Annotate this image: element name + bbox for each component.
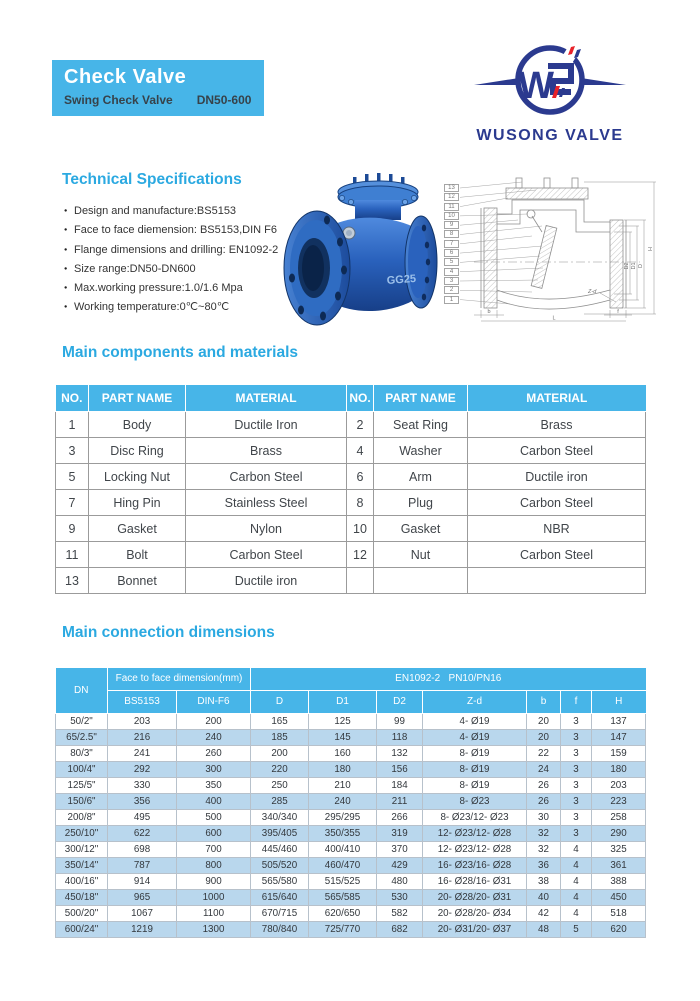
table-cell: 159 [592, 745, 646, 761]
cast-mark-label: GG25 [386, 272, 417, 287]
dimensions-group-header-row [56, 668, 646, 690]
table-cell: 780/840 [251, 921, 309, 937]
table-cell: 615/640 [251, 889, 309, 905]
table-cell: 460/470 [309, 857, 377, 873]
table-cell: 450 [592, 889, 646, 905]
list-item: ● Face to face diemension: BS5153,DIN F6 [64, 221, 294, 240]
table-cell: 40 [527, 889, 561, 905]
table-cell: Nylon [186, 516, 347, 542]
table-row [56, 745, 646, 761]
table-cell: 285 [251, 793, 309, 809]
list-item: 9 [444, 221, 459, 229]
table-cell: 200 [251, 745, 309, 761]
table-cell: Ductile Iron [186, 412, 347, 438]
list-item: 13 [444, 184, 459, 192]
table-cell: 700 [177, 841, 251, 857]
table-cell: 16- Ø28/16- Ø31 [423, 873, 527, 889]
table-cell: 26 [527, 777, 561, 793]
table-cell [347, 568, 374, 594]
dim-label-d: D [638, 264, 644, 268]
table-cell: 150/6" [56, 793, 108, 809]
table-cell: 4- Ø19 [423, 729, 527, 745]
table-cell: 300/12" [56, 841, 108, 857]
table-cell: 965 [108, 889, 177, 905]
table-cell: 622 [108, 825, 177, 841]
table-cell: 48 [527, 921, 561, 937]
table-cell: 400/410 [309, 841, 377, 857]
table-row [56, 713, 646, 729]
table-cell: 3 [56, 438, 89, 464]
dim-label-h: H [648, 247, 654, 251]
table-cell: 350/355 [309, 825, 377, 841]
table-cell: Brass [186, 438, 347, 464]
table-row [56, 542, 646, 568]
table-cell: 3 [561, 729, 592, 745]
table-cell: 495 [108, 809, 177, 825]
table-cell: 725/770 [309, 921, 377, 937]
group-face-to-face: Face to face dimension(mm) [108, 668, 251, 690]
table-cell: 258 [592, 809, 646, 825]
table-cell: 3 [561, 745, 592, 761]
table-cell: 670/715 [251, 905, 309, 921]
table-cell: 4 [561, 889, 592, 905]
table-cell: 125 [309, 713, 377, 729]
drawing-linework-icon [444, 174, 664, 326]
components-heading: Main components and materials [62, 344, 298, 361]
table-cell: 16- Ø23/16- Ø28 [423, 857, 527, 873]
list-item: 3 [444, 277, 459, 285]
table-cell: Carbon Steel [468, 490, 646, 516]
list-item: 12 [444, 193, 459, 201]
table-cell: 1000 [177, 889, 251, 905]
table-cell: 620 [592, 921, 646, 937]
table-cell: 38 [527, 873, 561, 889]
table-cell: 395/405 [251, 825, 309, 841]
table-cell: 32 [527, 841, 561, 857]
table-cell: 220 [251, 761, 309, 777]
col-header-dn: DN [56, 668, 108, 713]
dimensions-heading: Main connection dimensions [62, 624, 275, 641]
table-cell: 8 [347, 490, 374, 516]
list-item: ● Size range:DN50-DN600 [64, 260, 294, 279]
list-item: ● Working temperature:0℃~80℃ [64, 298, 294, 317]
table-cell: 260 [177, 745, 251, 761]
table-cell: 565/585 [309, 889, 377, 905]
table-cell: 42 [527, 905, 561, 921]
valve-drawing [444, 174, 664, 326]
tech-specs-list [64, 202, 294, 318]
components-header-row [56, 385, 646, 412]
table-cell: 241 [108, 745, 177, 761]
size-range-label: DN50-600 [196, 93, 252, 107]
table-cell: Carbon Steel [468, 542, 646, 568]
table-cell: 11 [56, 542, 89, 568]
table-row [56, 777, 646, 793]
table-cell: 530 [377, 889, 423, 905]
table-cell: 210 [309, 777, 377, 793]
table-cell: 26 [527, 793, 561, 809]
table-cell: 350/14" [56, 857, 108, 873]
table-cell: Brass [468, 412, 646, 438]
list-item: 8 [444, 230, 459, 238]
table-cell: 4 [561, 873, 592, 889]
table-cell: 3 [561, 761, 592, 777]
table-cell: Body [89, 412, 186, 438]
table-cell: 500 [177, 809, 251, 825]
table-cell: 4- Ø19 [423, 713, 527, 729]
dimensions-subheader-row [56, 690, 646, 713]
table-cell: Bolt [89, 542, 186, 568]
drawing-part-numbers [444, 184, 459, 304]
table-row [56, 905, 646, 921]
components-table [55, 384, 646, 594]
table-cell: 4 [561, 857, 592, 873]
table-cell: 319 [377, 825, 423, 841]
table-cell: 8- Ø19 [423, 777, 527, 793]
list-item: 11 [444, 203, 459, 211]
table-cell: Hing Pin [89, 490, 186, 516]
header-cell: MATERIAL [468, 385, 646, 412]
table-cell: 24 [527, 761, 561, 777]
table-cell: Disc Ring [89, 438, 186, 464]
table-cell: 8- Ø19 [423, 761, 527, 777]
table-row [56, 464, 646, 490]
table-cell: 914 [108, 873, 177, 889]
valve-photo [283, 170, 441, 328]
logo-right-wing [581, 78, 626, 85]
table-cell: 5 [561, 921, 592, 937]
table-cell: 361 [592, 857, 646, 873]
table-row [56, 793, 646, 809]
table-row [56, 825, 646, 841]
table-cell: 450/18" [56, 889, 108, 905]
table-cell: 185 [251, 729, 309, 745]
list-item: 5 [444, 258, 459, 266]
company-logo [472, 40, 628, 145]
logo-mark-icon [472, 40, 628, 126]
table-cell: 137 [592, 713, 646, 729]
table-cell: 4 [561, 841, 592, 857]
table-cell: 8- Ø23/12- Ø23 [423, 809, 527, 825]
table-cell: 325 [592, 841, 646, 857]
table-cell: 132 [377, 745, 423, 761]
table-cell: 200 [177, 713, 251, 729]
table-cell: 4 [347, 438, 374, 464]
table-cell: Stainless Steel [186, 490, 347, 516]
table-cell: 125/5" [56, 777, 108, 793]
table-cell: 200/8" [56, 809, 108, 825]
table-cell: 118 [377, 729, 423, 745]
table-row [56, 438, 646, 464]
table-cell: 65/2.5" [56, 729, 108, 745]
logo-monogram: W [518, 65, 554, 107]
table-cell: 787 [108, 857, 177, 873]
table-cell: 240 [177, 729, 251, 745]
header-cell: NO. [347, 385, 374, 412]
list-item: ● Max.working pressure:1.0/1.6 Mpa [64, 279, 294, 298]
table-row [56, 516, 646, 542]
table-cell: 4 [561, 905, 592, 921]
table-cell: Washer [374, 438, 468, 464]
table-row [56, 809, 646, 825]
table-cell: 3 [561, 793, 592, 809]
logo-left-wing [474, 78, 519, 85]
table-cell: 3 [561, 713, 592, 729]
table-cell: Bonnet [89, 568, 186, 594]
table-cell: 145 [309, 729, 377, 745]
header-cell: D [251, 690, 309, 713]
table-cell: 99 [377, 713, 423, 729]
dim-label-d1: D1 [631, 262, 637, 270]
table-cell: 582 [377, 905, 423, 921]
table-cell: 445/460 [251, 841, 309, 857]
table-cell: 400 [177, 793, 251, 809]
table-cell: 165 [251, 713, 309, 729]
brand-name: WUSONG VALVE [476, 127, 624, 144]
table-cell: 156 [377, 761, 423, 777]
table-cell: 7 [56, 490, 89, 516]
table-cell: 565/580 [251, 873, 309, 889]
table-cell: 80/3" [56, 745, 108, 761]
table-cell: Gasket [374, 516, 468, 542]
table-cell: 500/20" [56, 905, 108, 921]
tech-specs-heading: Technical Specifications [62, 171, 242, 188]
table-cell [468, 568, 646, 594]
table-cell: Locking Nut [89, 464, 186, 490]
dim-label-b: b [487, 309, 491, 315]
table-cell: 32 [527, 825, 561, 841]
table-cell: 203 [108, 713, 177, 729]
header-cell: MATERIAL [186, 385, 347, 412]
table-cell: 9 [56, 516, 89, 542]
table-cell: 3 [561, 777, 592, 793]
table-cell [374, 568, 468, 594]
list-item: 1 [444, 296, 459, 304]
components-body [56, 412, 646, 594]
table-row [56, 412, 646, 438]
table-row [56, 889, 646, 905]
table-cell: 240 [309, 793, 377, 809]
table-cell: 20- Ø28/20- Ø34 [423, 905, 527, 921]
header-cell: Z-d [423, 690, 527, 713]
table-cell: 266 [377, 809, 423, 825]
table-cell: 292 [108, 761, 177, 777]
table-cell: Plug [374, 490, 468, 516]
table-cell: 505/520 [251, 857, 309, 873]
table-cell: Nut [374, 542, 468, 568]
table-row [56, 857, 646, 873]
table-cell: 800 [177, 857, 251, 873]
dim-label-zd: Z-d [588, 289, 597, 295]
table-cell: 8- Ø19 [423, 745, 527, 761]
table-cell: Seat Ring [374, 412, 468, 438]
table-cell: 330 [108, 777, 177, 793]
table-cell: 518 [592, 905, 646, 921]
table-cell: 250/10" [56, 825, 108, 841]
table-cell: 3 [561, 809, 592, 825]
valve-left-flange [284, 211, 350, 325]
table-cell: 20- Ø31/20- Ø37 [423, 921, 527, 937]
table-cell: 370 [377, 841, 423, 857]
table-cell: 1067 [108, 905, 177, 921]
list-item: 7 [444, 240, 459, 248]
table-row [56, 873, 646, 889]
table-row [56, 841, 646, 857]
table-cell: Carbon Steel [186, 542, 347, 568]
table-cell: 211 [377, 793, 423, 809]
table-cell: 8- Ø23 [423, 793, 527, 809]
list-item: 4 [444, 268, 459, 276]
list-item: ● Design and manufacture:BS5153 [64, 202, 294, 221]
header-cell: BS5153 [108, 690, 177, 713]
group-en1092: EN1092-2 PN10/PN16 [251, 668, 646, 690]
header-banner [52, 60, 264, 116]
table-cell: 290 [592, 825, 646, 841]
table-cell: 620/650 [309, 905, 377, 921]
table-cell: 12- Ø23/12- Ø28 [423, 825, 527, 841]
table-row [56, 921, 646, 937]
header-cell: f [561, 690, 592, 713]
table-cell: 13 [56, 568, 89, 594]
table-cell: Ductile iron [468, 464, 646, 490]
table-cell: NBR [468, 516, 646, 542]
table-cell: 20 [527, 713, 561, 729]
table-cell: 180 [592, 761, 646, 777]
table-cell: 100/4" [56, 761, 108, 777]
list-item: 10 [444, 212, 459, 220]
table-cell: 2 [347, 412, 374, 438]
table-cell: 295/295 [309, 809, 377, 825]
table-cell: Carbon Steel [468, 438, 646, 464]
valve-right-flange [405, 216, 437, 308]
header-cell: H [592, 690, 646, 713]
table-cell: 429 [377, 857, 423, 873]
table-cell: 30 [527, 809, 561, 825]
dimensions-body [56, 713, 646, 937]
table-row [56, 729, 646, 745]
dimensions-table [55, 668, 646, 938]
table-cell: Ductile iron [186, 568, 347, 594]
table-cell: Gasket [89, 516, 186, 542]
dim-label-f: f [617, 309, 619, 315]
table-cell: 1300 [177, 921, 251, 937]
page-title: Check Valve [64, 66, 187, 88]
dim-label-d2: D2 [624, 262, 630, 270]
table-cell: 147 [592, 729, 646, 745]
table-cell: 400/16" [56, 873, 108, 889]
table-cell: 20- Ø28/20- Ø31 [423, 889, 527, 905]
table-cell: 216 [108, 729, 177, 745]
table-cell: 20 [527, 729, 561, 745]
dim-label-L: L [552, 315, 556, 322]
list-item: 6 [444, 249, 459, 257]
table-cell: 12- Ø23/12- Ø28 [423, 841, 527, 857]
header-cell: DIN-F6 [177, 690, 251, 713]
header-cell: D1 [309, 690, 377, 713]
table-cell: 600 [177, 825, 251, 841]
table-cell: Arm [374, 464, 468, 490]
table-cell: 300 [177, 761, 251, 777]
table-cell: 3 [561, 825, 592, 841]
table-cell: 36 [527, 857, 561, 873]
table-cell: 350 [177, 777, 251, 793]
table-cell: 480 [377, 873, 423, 889]
table-cell: 180 [309, 761, 377, 777]
table-cell: 6 [347, 464, 374, 490]
table-cell: 160 [309, 745, 377, 761]
table-cell: 223 [592, 793, 646, 809]
valve-bonnet [338, 173, 418, 220]
table-cell: 682 [377, 921, 423, 937]
table-cell: 12 [347, 542, 374, 568]
table-cell: 1219 [108, 921, 177, 937]
table-cell: Carbon Steel [186, 464, 347, 490]
table-cell: 600/24" [56, 921, 108, 937]
table-cell: 900 [177, 873, 251, 889]
header-cell: PART NAME [89, 385, 186, 412]
list-item: 2 [444, 286, 459, 294]
table-cell: 515/525 [309, 873, 377, 889]
table-cell: 22 [527, 745, 561, 761]
table-cell: 50/2" [56, 713, 108, 729]
table-cell: 1 [56, 412, 89, 438]
valve-type-label: Swing Check Valve [64, 93, 173, 107]
table-cell: 184 [377, 777, 423, 793]
table-row [56, 761, 646, 777]
header-cell: NO. [56, 385, 89, 412]
header-cell: b [527, 690, 561, 713]
table-cell: 340/340 [251, 809, 309, 825]
table-cell: 203 [592, 777, 646, 793]
table-cell: 388 [592, 873, 646, 889]
table-cell: 356 [108, 793, 177, 809]
list-item: ● Flange dimensions and drilling: EN1092-2 [64, 241, 294, 260]
table-cell: 10 [347, 516, 374, 542]
table-row [56, 568, 646, 594]
header-cell: PART NAME [374, 385, 468, 412]
table-cell: 1100 [177, 905, 251, 921]
page-subtitle [64, 93, 264, 107]
table-row [56, 490, 646, 516]
table-cell: 5 [56, 464, 89, 490]
header-cell: D2 [377, 690, 423, 713]
table-cell: 250 [251, 777, 309, 793]
table-cell: 698 [108, 841, 177, 857]
